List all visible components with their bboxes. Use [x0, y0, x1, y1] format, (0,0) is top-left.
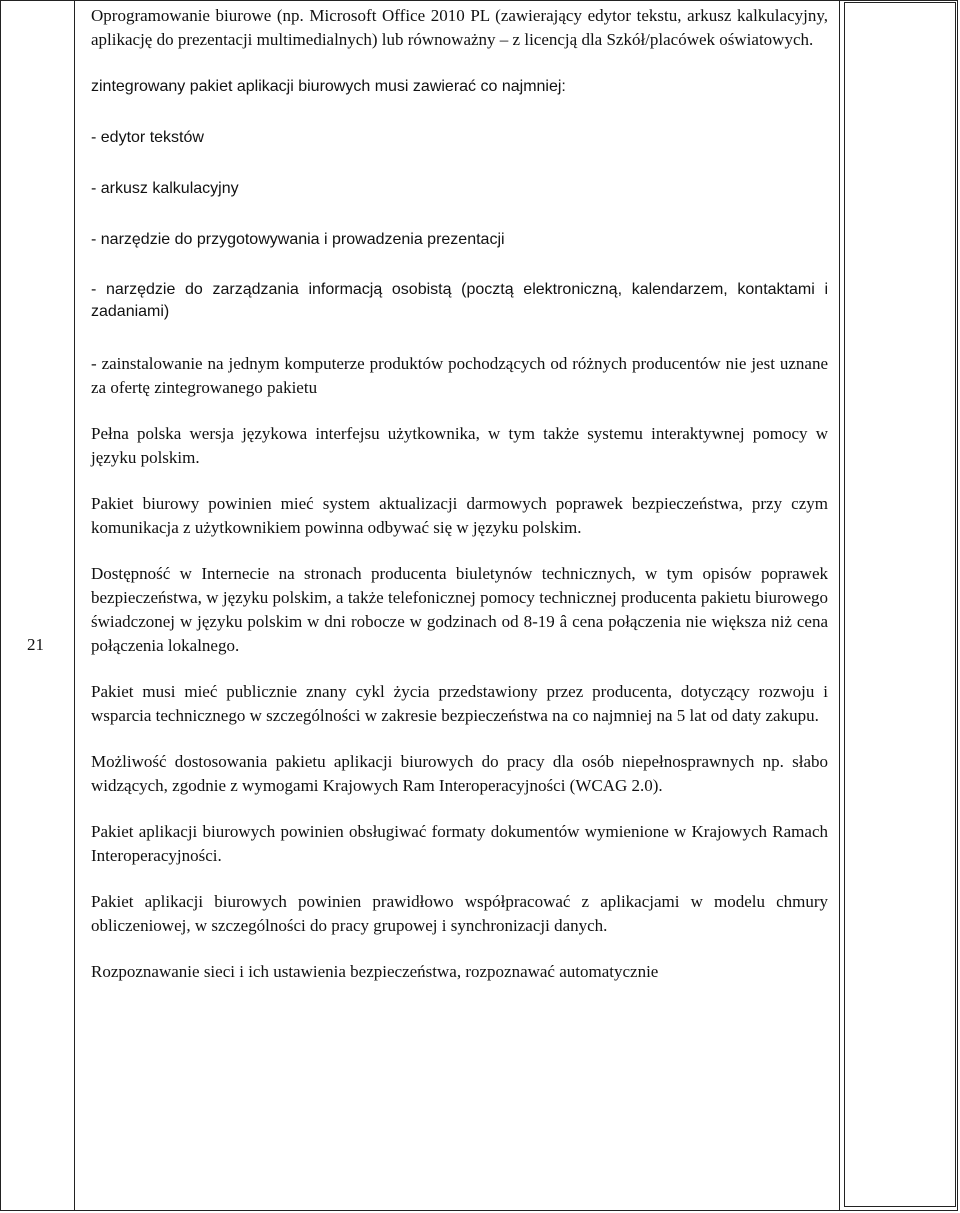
requirement-paragraph: Możliwość dostosowania pakietu aplikacji biurowych do pracy dla osób niepełnosprawnych np. słabo widzących, zgodnie z wymogami Krajowych Ram Interoperacyjności (WCAG 2.0).: [91, 752, 828, 795]
requirement-paragraph: - zainstalowanie na jednym komputerze produktów pochodzących od różnych producentów nie jest uznane za ofertę zintegrowanego pakietu: [91, 354, 828, 397]
row-number: 21: [27, 635, 44, 654]
requirement-paragraph: Pełna polska wersja językowa interfejsu użytkownika, w tym także systemu interaktywnej pomocy w języku polskim.: [91, 424, 828, 467]
suite-item: - narzędzie do zarządzania informacją osobistą (pocztą elektroniczną, kalendarzem, kontaktami i zadaniami): [91, 281, 828, 320]
column-divider-left: [74, 1, 75, 1210]
suite-item: - edytor tekstów: [91, 129, 204, 146]
suite-item: - narzędzie do przygotowywania i prowadzenia prezentacji: [91, 231, 505, 248]
column-divider-right: [839, 1, 840, 1210]
requirement-paragraph: Pakiet musi mieć publicznie znany cykl życia przedstawiony przez producenta, dotyczący rozwoju i wsparcia technicznego w szczególności w zakresie bezpieczeństwa na co najmniej na 5 lat od daty zakupu.: [91, 682, 828, 725]
requirement-paragraph: Pakiet aplikacji biurowych powinien prawidłowo współpracować z aplikacjami w modelu chmury obliczeniowej, w szczególności do pracy grupowej i synchronizacji danych.: [91, 892, 828, 935]
description-cell: [91, 4, 828, 984]
requirement-paragraph: Pakiet biurowy powinien mieć system aktualizacji darmowych poprawek bezpieczeństwa, przy czym komunikacja z użytkownikiem powinna odbywać się w języku polskim.: [91, 494, 828, 537]
suite-heading: zintegrowany pakiet aplikacji biurowych musi zawierać co najmniej:: [91, 78, 566, 95]
suite-item: - arkusz kalkulacyjny: [91, 180, 239, 197]
intro-paragraph: Oprogramowanie biurowe (np. Microsoft Office 2010 PL (zawierający edytor tekstu, arkusz kalkulacyjny, aplikację do prezentacji multimedialnych) lub równoważny – z licencją dla Szkół/placówek oświatowych.: [91, 6, 828, 49]
offer-cell: [844, 2, 956, 1207]
requirement-paragraph: Pakiet aplikacji biurowych powinien obsługiwać formaty dokumentów wymienione w Krajowych Ramach Interoperacyjności.: [91, 822, 828, 865]
requirement-paragraph: Dostępność w Internecie na stronach producenta biuletynów technicznych, w tym opisów poprawek bezpieczeństwa, w języku polskim, a także telefonicznej pomocy technicznej producenta pakietu biurowego świadczonej w języku polskim w dni robocze w godzinach od 8-19 â cena połączenia nie większa niż cena połączenia lokalnego.: [91, 564, 828, 655]
requirement-paragraph: Rozpoznawanie sieci i ich ustawienia bezpieczeństwa, rozpoznawać automatycznie: [91, 962, 659, 981]
